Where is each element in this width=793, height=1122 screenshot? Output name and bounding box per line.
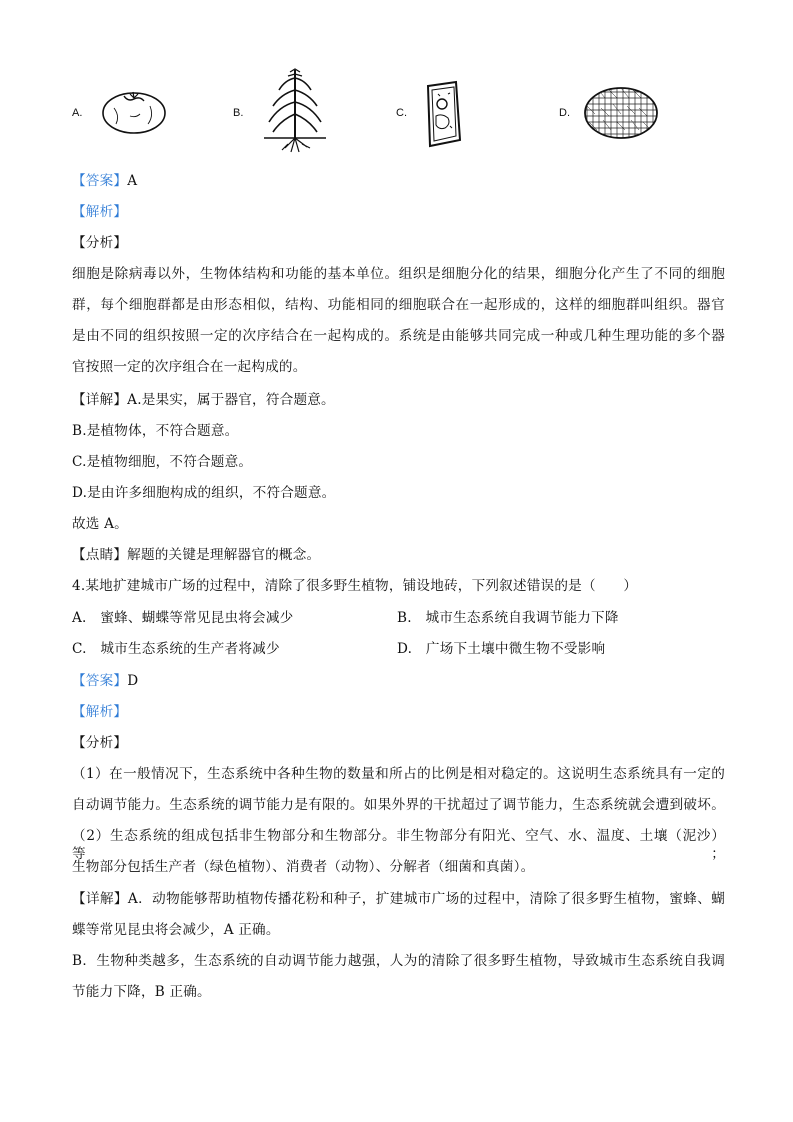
- fenxi-line: （2）生态系统的组成包括非生物部分和生物部分。非生物部分有阳光、空气、水、温度、土壤（泥沙）等；: [72, 828, 725, 862]
- q4-answer-line: [72, 672, 138, 690]
- answer-value: A: [127, 173, 138, 189]
- answer-tag: 【答案】: [72, 673, 128, 689]
- option-d: D. 广场下土壤中微生物不受影响: [397, 641, 606, 657]
- answer-value: D: [127, 673, 139, 689]
- detail-line: D.是由许多细胞构成的组织，不符合题意。: [72, 485, 336, 501]
- fenxi-line: 是由不同的组织按照一定的次序结合在一起构成的。系统是由能够共同完成一种或几种生理功能的多个器: [72, 328, 725, 344]
- option-a: A. 蜜蜂、蝴蝶等常见昆虫将会减少: [72, 610, 294, 626]
- fenxi-line: 自动调节能力。生态系统的调节能力是有限的。如果外界的干扰超过了调节能力，生态系统就会遭到破坏。: [72, 797, 725, 813]
- q3-answer-line: [72, 172, 137, 190]
- detail-line: 【详解】A．动物能够帮助植物传播花粉和种子，扩建城市广场的过程中，清除了很多野生植物，蜜蜂、蝴: [72, 891, 725, 907]
- detail-line: 蝶等常见昆虫将会减少，A 正确。: [72, 922, 280, 938]
- detail-line: 故选 A。: [72, 516, 128, 532]
- analysis-tag: 【解析】: [72, 704, 128, 720]
- fenxi-line: （1）在一般情况下，生态系统中各种生物的数量和所占的比例是相对稳定的。这说明生态系统具有一定的: [72, 766, 725, 782]
- fenxi-line: 群，每个细胞群都是由形态相似，结构、功能相同的细胞联合在一起形成的，这样的细胞群叫组织。器官: [72, 297, 725, 313]
- detail-line: C.是植物细胞，不符合题意。: [72, 454, 253, 470]
- fenxi-tag: 【分析】: [72, 735, 128, 751]
- tissue-drawing: [583, 86, 659, 140]
- detail-line: 节能力下降，B 正确。: [72, 984, 211, 1000]
- figure-d-label: D.: [559, 107, 570, 119]
- option-b: B. 城市生态系统自我调节能力下降: [397, 610, 619, 626]
- question-stem: 4.某地扩建城市广场的过程中，清除了很多野生植物，铺设地砖，下列叙述错误的是（ ）: [72, 578, 638, 594]
- detail-line: 【详解】A.是果实，属于器官，符合题意。: [72, 392, 335, 408]
- figure-b-label: B.: [233, 107, 244, 119]
- fenxi-line: 生物部分包括生产者（绿色植物）、消费者（动物）、分解者（细菌和真菌）。: [72, 859, 535, 875]
- option-c: C. 城市生态系统的生产者将减少: [72, 641, 280, 657]
- answer-tag: 【答案】: [72, 173, 128, 189]
- analysis-tag: 【解析】: [72, 204, 128, 220]
- fenxi-line: 官按照一定的次序组合在一起构成的。: [72, 359, 307, 375]
- figure-c-label: C.: [396, 107, 407, 119]
- detail-line: 【点睛】解题的关键是理解器官的概念。: [72, 547, 321, 563]
- fenxi-line: 细胞是除病毒以外，生物体结构和功能的基本单位。组织是细胞分化的结果，细胞分化产生了不同的细胞: [72, 266, 725, 282]
- figure-a-label: A.: [72, 107, 83, 119]
- fenxi-tag: 【分析】: [72, 235, 128, 251]
- detail-line: B.是植物体，不符合题意。: [72, 423, 239, 439]
- plant-body-drawing: [260, 68, 330, 156]
- tomato-fruit-drawing: [100, 86, 168, 136]
- plant-cell-drawing: [420, 80, 464, 148]
- detail-line: B．生物种类越多，生态系统的自动调节能力越强，人为的清除了很多野生植物，导致城市生态系统自我调: [72, 953, 725, 969]
